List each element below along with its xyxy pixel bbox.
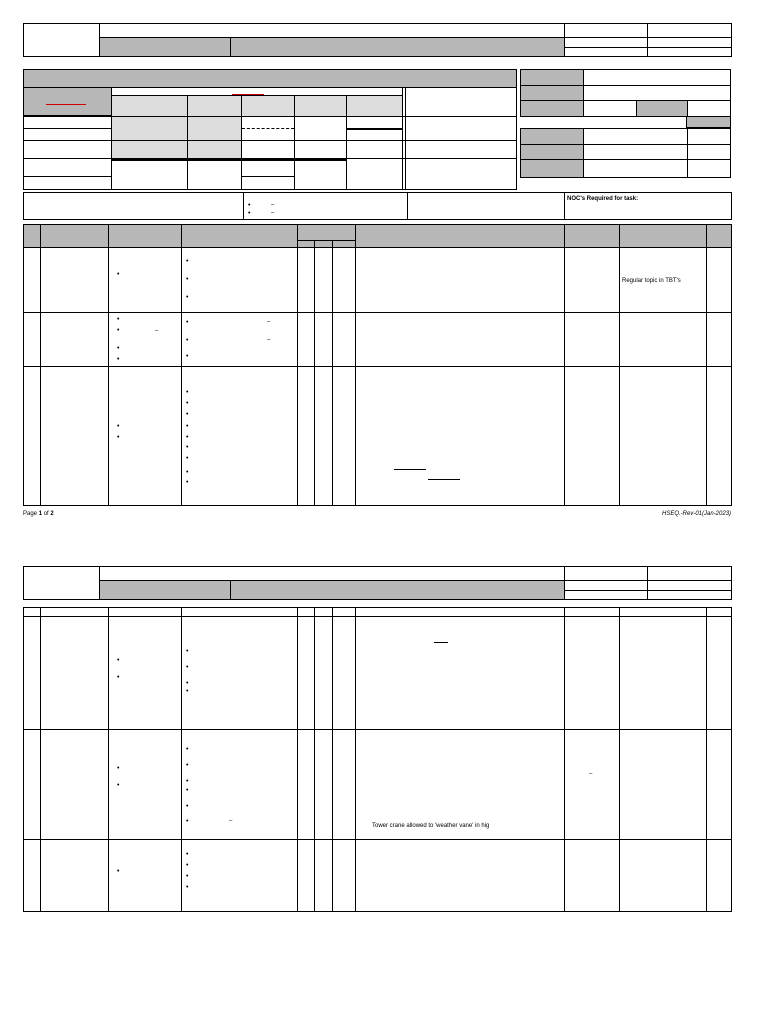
- crane-note: Tower crane allowed to 'weather vane' in hig: [372, 823, 490, 829]
- page2-header: [23, 566, 732, 600]
- page1-header-title-band: [100, 37, 564, 56]
- page-footer-revision: HSEQ.-Rev-01(Jan-2023): [662, 511, 732, 517]
- info-block: [520, 69, 731, 117]
- page-footer-number: Page 1 of 2: [23, 511, 54, 517]
- info-block-lower: [520, 128, 731, 178]
- noc-label: NOC's Required for task:: [567, 196, 639, 202]
- page1-main-table: • • • • Regular topic in TBT's • • – • • • – • – • • • • • • • • • • • •: [23, 224, 732, 506]
- noc-row: • – • – NOC's Required for task:: [23, 192, 732, 220]
- page2-main-table: • • • • • • • • • • • • • • – – Tower crane allowed to 'weather vane' in hig • • • • •: [23, 607, 732, 912]
- page1-header: [23, 23, 732, 57]
- risk-matrix-block: [23, 69, 517, 190]
- tbt-note: Regular topic in TBT's: [622, 278, 681, 284]
